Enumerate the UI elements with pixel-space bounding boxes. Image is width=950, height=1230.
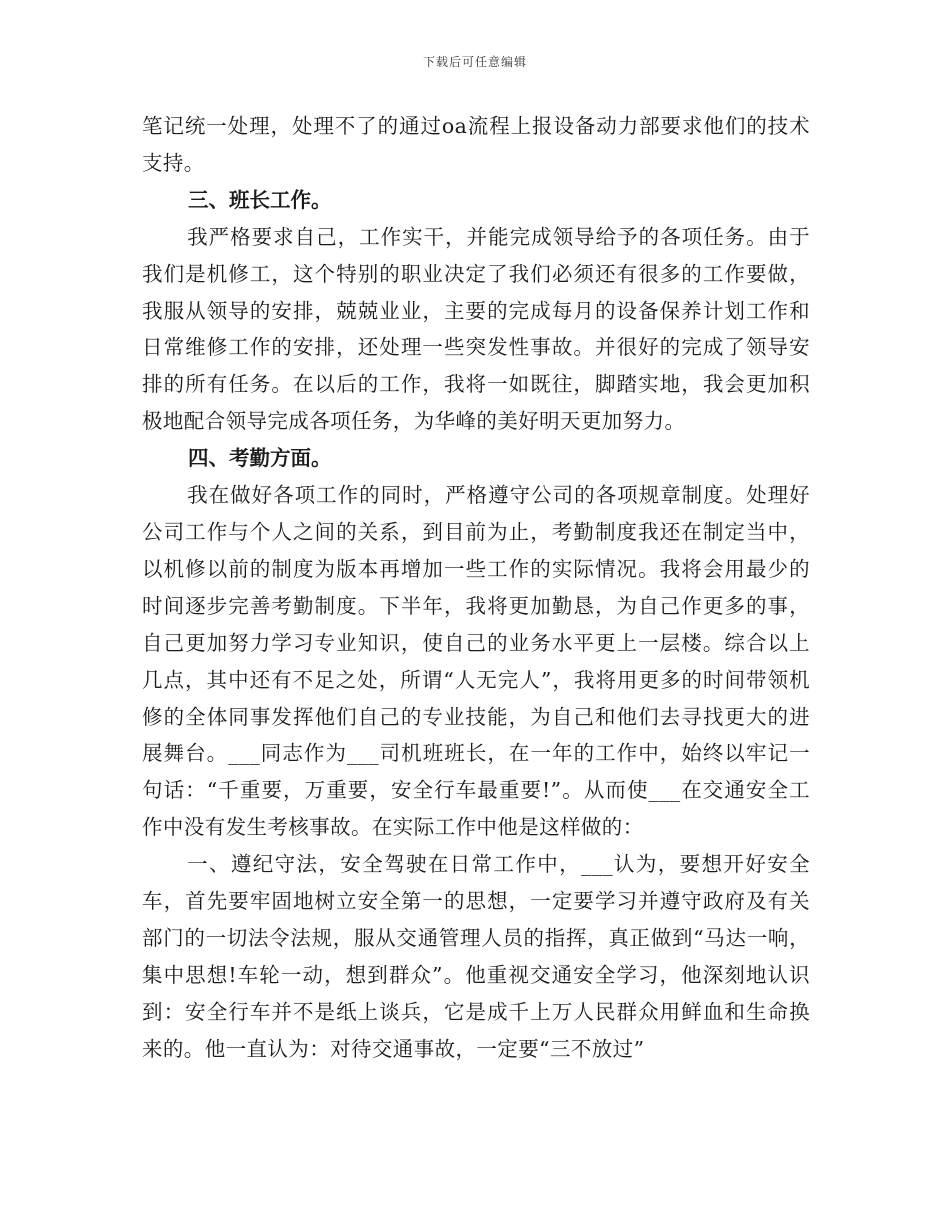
paragraph-team-leader-work: 我严格要求自己，工作实干，并能完成领导给予的各项任务。由于我们是机修工，这个特别的职业决定了我们必须还有很多的工作要做，我服从领导的安排，兢兢业业，主要的完成每月的设备保养计划工作和日常维修工作的安排，还处理一些突发性事故。并很好的完成了领导安排的所有任务。在以后的工作，我将一如既往，脚踏实地，我会更加积极地配合领导完成各项任务，为华峰的美好明天更加努力。 (142, 224, 810, 434)
section-heading-attendance: 四、考勤方面。 (188, 446, 332, 471)
document-body (142, 108, 810, 1068)
section-heading-team-leader: 三、班长工作。 (188, 187, 332, 212)
paragraph-continuation: 笔记统一处理，处理不了的通过oa流程上报设备动力部要求他们的技术支持。 (142, 114, 810, 175)
paragraph-safe-driving: 一、遵纪守法，安全驾驶在日常工作中，___认为，要想开好安全车，首先要牢固地树立安全第一的思想，一定要学习并遵守政府及有关部门的一切法令法规，服从交通管理人员的指挥，真正做到“马达一响，集中思想!车轮一动，想到群众”。他重视交通安全学习，他深刻地认识到：安全行车并不是纸上谈兵，它是成千上万人民群众用鲜血和生命换来的。他一直认为：对待交通事故，一定要“三不放过” (142, 852, 810, 1061)
paragraph-attendance: 我在做好各项工作的同时，严格遵守公司的各项规章制度。处理好公司工作与个人之间的关系，到目前为止，考勤制度我还在制定当中，以机修以前的制度为版本再增加一些工作的实际情况。我将会用最少的时间逐步完善考勤制度。下半年，我将更加勤恳，为自己作更多的事，自己更加努力学习专业知识，使自己的业务水平更上一层楼。综合以上几点，其中还有不足之处，所谓“人无完人”，我将用更多的时间带领机修的全体同事发挥他们自己的专业技能，为自己和他们去寻找更大的进展舞台。___同志作为___司机班班长，在一年的工作中，始终以牢记一句话：“千重要，万重要，安全行车最重要!”。从而使___在交通安全工作中没有发生考核事故。在实际工作中他是这样做的： (142, 483, 810, 840)
page-header-note: 下载后可任意编辑 (422, 55, 527, 69)
